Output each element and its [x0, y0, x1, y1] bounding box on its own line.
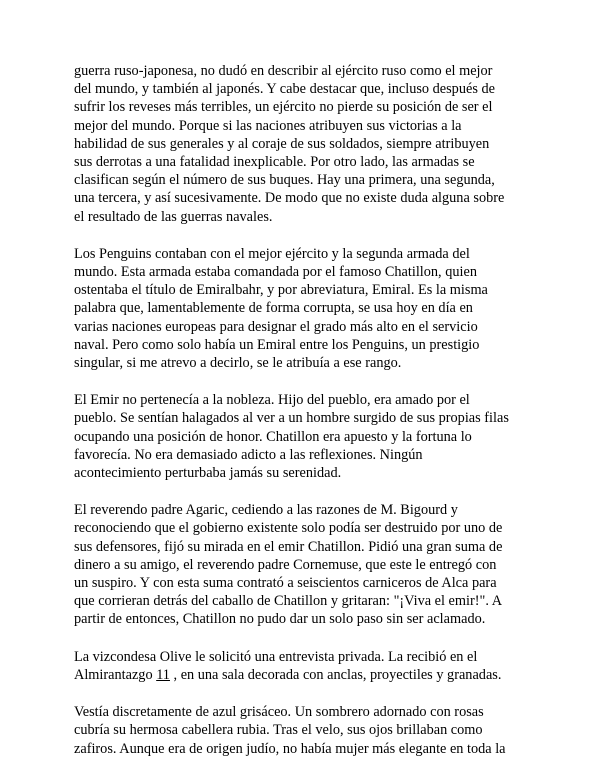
text-line: reconociendo que el gobierno existente solo podía ser destruido por uno de — [74, 520, 503, 537]
text-line: pueblo. Se sentían halagados al ver a un hombre surgido de sus propias filas — [74, 410, 509, 427]
document-page — [74, 62, 528, 777]
text-line: La vizcondesa Olive le solicitó una entrevista privada. La recibió en el — [74, 648, 478, 665]
text-line: mundo. Esta armada estaba comandada por el famoso Chatillon, quien — [74, 264, 477, 281]
text-line: habilidad de sus generales y al coraje de sus soldados, siempre atribuyen — [74, 135, 490, 152]
text-line: guerra ruso-japonesa, no dudó en describir al ejército ruso como el mejor — [74, 63, 493, 79]
text-line: El Emir no pertenecía a la nobleza. Hijo del pueblo, era amado por el — [74, 392, 470, 409]
text-line: palabra que, lamentablemente de forma corrupta, se usa hoy en día en — [74, 300, 473, 317]
text-line: un suspiro. Y con esta suma contrató a seiscientos carniceros de Alca para — [74, 575, 497, 592]
text-line: mejor del mundo. Porque si las naciones atribuyen sus victorias a la — [74, 117, 462, 134]
text-line: Almirantazgo — [74, 666, 153, 683]
text-line: dinero a su amigo, el reverendo padre Cornemuse, que este le entregó con — [74, 556, 497, 573]
paragraph-5 — [74, 648, 528, 684]
paragraph-2 — [74, 245, 528, 372]
text-line: Vestía discretamente de azul grisáceo. Un sombrero adornado con rosas — [74, 704, 484, 721]
text-line: del mundo, y también al japonés. Y cabe destacar que, incluso después de — [74, 81, 495, 98]
paragraph-6 — [74, 703, 528, 758]
text-line: varias naciones europeas para designar el grado más alto en el servicio — [74, 318, 478, 335]
text-line: una tercera, y así sucesivamente. De modo que no existe duda alguna sobre — [74, 190, 505, 207]
text-line: favorecía. No era demasiado adicto a las reflexiones. Ningún — [74, 446, 423, 463]
text-line: singular, si me atrevo a decirlo, se le atribuía a ese rango. — [74, 355, 402, 372]
text-line: cubría su hermosa cabellera rubia. Tras el velo, sus ojos brillaban como — [74, 722, 483, 739]
text-line: sus derrotas a una fatalidad inexplicable. Por otro lado, las armadas se — [74, 154, 475, 171]
paragraph-3 — [74, 391, 528, 482]
footnote-link[interactable]: 11 — [156, 666, 170, 683]
text-line: ostentaba el título de Emiralbahr, y por abreviatura, Emiral. Es la misma — [74, 282, 488, 299]
text-line: naval. Pero como solo había un Emiral entre los Penguins, un prestigio — [74, 336, 480, 353]
text-line: acontecimiento perturbaba jamás su serenidad. — [74, 465, 342, 482]
text-line: el resultado de las guerras navales. — [74, 208, 273, 225]
text-line: Los Penguins contaban con el mejor ejército y la segunda armada del — [74, 245, 470, 262]
text-line: sufrir los reveses más terribles, un ejército no pierde su posición de ser el — [74, 99, 493, 116]
text-line: que corrieran detrás del caballo de Chatillon y gritaran: "¡Viva el emir!". A — [74, 593, 503, 610]
text-line: El reverendo padre Agaric, cediendo a las razones de M. Bigourd y — [74, 502, 458, 519]
text-line: ocupando una posición de honor. Chatillon era apuesto y la fortuna lo — [74, 428, 472, 445]
text-line: sus defensores, fijó su mirada en el emir Chatillon. Pidió una gran suma de — [74, 538, 503, 555]
text-line: , en una sala decorada con anclas, proyectiles y granadas. — [169, 666, 502, 683]
text-line: clasifican según el número de sus buques. Hay una primera, una segunda, — [74, 172, 495, 189]
text-line: partir de entonces, Chatillon no pudo dar un solo paso sin ser aclamado. — [74, 611, 486, 628]
paragraph-4 — [74, 501, 528, 628]
text-line: zafiros. Aunque era de origen judío, no había mujer más elegante en toda la — [74, 740, 506, 757]
paragraph-1 — [74, 62, 528, 226]
